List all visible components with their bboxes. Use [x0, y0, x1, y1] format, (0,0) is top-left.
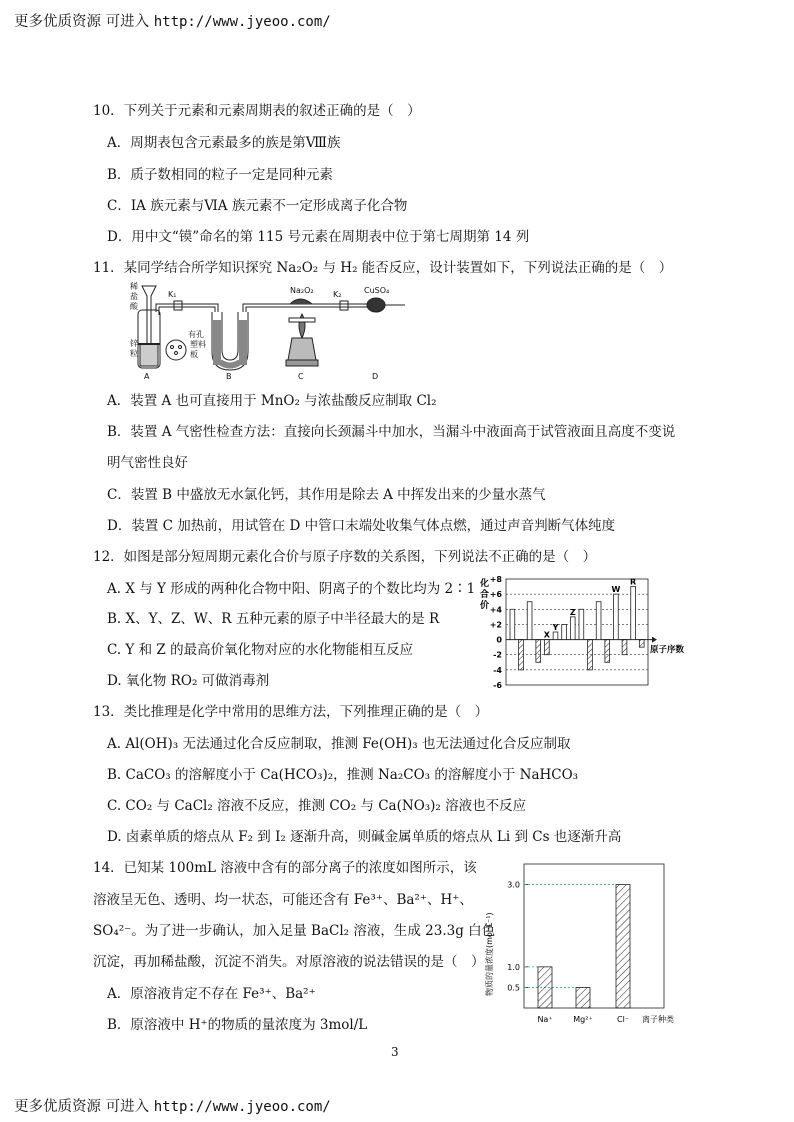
x-axis-arrow	[652, 637, 657, 643]
y-tick-label: +8	[489, 576, 502, 584]
label-na2o2: Na₂O₂	[290, 286, 314, 295]
label-acid-3: 酸	[130, 302, 138, 311]
concentration-bar	[616, 885, 630, 1008]
label-zinc-1: 锌	[130, 339, 138, 348]
x-axis-label: 原子序数	[650, 645, 685, 655]
valence-bar	[553, 632, 558, 640]
y-tick-label: -6	[493, 681, 502, 690]
y-tick-label: +4	[489, 605, 502, 615]
y-tick-label: 0.5	[507, 983, 520, 993]
y-tick-label: -4	[493, 665, 502, 675]
valence-bar	[596, 602, 601, 640]
concentration-bar	[576, 987, 590, 1008]
valence-bar	[639, 640, 644, 648]
label-cuso4: CuSO₄	[364, 286, 390, 295]
y-tick-label: -2	[493, 650, 502, 660]
valence-bar	[588, 640, 593, 670]
valence-chart	[478, 576, 693, 692]
label-d: D	[372, 372, 379, 381]
y-tick-label: 0	[496, 635, 502, 645]
y-label-2: 合	[480, 590, 490, 600]
page-footer	[14, 1095, 331, 1116]
q14-line1: 14．已知某 100mL 溶液中含有的部分离子的浓度如图所示，该	[93, 860, 477, 876]
valence-bar	[545, 640, 550, 655]
category-label: Mg²⁺	[573, 1015, 593, 1024]
category-label: Cl⁻	[616, 1015, 630, 1024]
q10-stem: 10．下列关于元素和元素周期表的叙述正确的是（ ）	[93, 103, 421, 119]
q12-option-c: C. Y 和 Z 的最高价氧化物对应的水化物能相互反应	[107, 642, 414, 658]
q14-line3: SO₄²⁻。为了进一步确认，加入足量 BaCl₂ 溶液，生成 23.3g 白色	[93, 923, 496, 939]
q14-option-b: B．原溶液中 H⁺的物质的量浓度为 3mol/L	[107, 1017, 368, 1033]
valence-bar	[536, 640, 541, 663]
q13-option-d: D. 卤素单质的熔点从 F₂ 到 I₂ 逐渐升高，则碱金属单质的熔点从 Li 到 Cs 也逐渐升高	[107, 829, 622, 845]
label-k1: K₁	[168, 290, 177, 299]
label-acid-2: 盐	[130, 292, 138, 301]
page-header	[14, 10, 331, 31]
valence-bar	[605, 640, 610, 663]
q14-line4: 沉淀，再加稀盐酸，沉淀不消失。对原溶液的说法错误的是（ ）	[93, 954, 485, 970]
label-plate-2: 塑料	[190, 340, 206, 349]
q11-option-b-line1: B．装置 A 气密性检查方法：直接向长颈漏斗中加水，当漏斗中液面高于试管液面且高度不变说	[107, 424, 676, 440]
element-label-y: Y	[552, 623, 559, 632]
y-tick-label: 1.0	[507, 962, 520, 972]
q12-option-d: D. 氧化物 RO₂ 可做消毒剂	[107, 673, 270, 689]
y-tick-label: 3.0	[507, 880, 520, 890]
q11-option-a: A．装置 A 也可直接用于 MnO₂ 与浓盐酸反应制取 Cl₂	[107, 393, 437, 409]
q12-option-a: A. X 与 Y 形成的两种化合物中阳、阴离子的个数比均为 2∶1	[107, 581, 476, 597]
ion-concentration-chart	[478, 856, 698, 1026]
x-axis-label-2: 离子种类	[642, 1015, 674, 1024]
label-plate-1: 有孔	[188, 330, 204, 339]
element-label-r: R	[630, 577, 637, 587]
q11-option-b-line2: 明气密性良好	[107, 455, 188, 471]
q10-option-c: C．ⅠA 族元素与ⅥA 族元素不一定形成离子化合物	[107, 198, 408, 214]
q10-option-b: B．质子数相同的粒子一定是同种元素	[107, 167, 333, 183]
valence-bar	[519, 640, 524, 670]
q14-line2: 溶液呈无色、透明、均一状态，可能还含有 Fe³⁺、Ba²⁺、H⁺、	[93, 892, 473, 908]
label-a: A	[144, 372, 150, 381]
q12-option-b: B. X、Y、Z、W、R 五种元素的原子中半径最大的是 R	[107, 611, 440, 627]
q13-option-c: C. CO₂ 与 CaCl₂ 溶液不反应，推测 CO₂ 与 Ca(NO₃)₂ 溶液也不反应	[107, 798, 527, 814]
element-label-z: Z	[569, 607, 576, 617]
label-c: C	[298, 372, 304, 381]
concentration-bar	[538, 967, 552, 1008]
valence-bar	[562, 624, 567, 639]
q11-stem: 11．某同学结合所学知识探究 Na₂O₂ 与 H₂ 能否反应，设计装置如下，下列说法正确的是（ ）	[93, 260, 673, 276]
valence-bar	[570, 617, 575, 640]
label-b: B	[226, 372, 232, 381]
header-link[interactable]: http://www.jyeoo.com/	[153, 14, 331, 30]
category-label: Na⁺	[537, 1015, 553, 1024]
y-label-3: 价	[480, 601, 490, 611]
valence-bar	[614, 594, 619, 639]
q11-option-c: C．装置 B 中盛放无水氯化钙，其作用是除去 A 中挥发出来的少量水蒸气	[107, 487, 546, 503]
element-label-w: W	[611, 585, 621, 595]
q13-option-b: B. CaCO₃ 的溶解度小于 Ca(HCO₃)₂，推测 Na₂CO₃ 的溶解度小于 NaHCO₃	[107, 767, 579, 783]
y-axis-label: 物质的量浓度(mol·L⁻¹)	[485, 912, 494, 996]
y-label-1: 化	[480, 579, 490, 589]
y-tick-label: +6	[489, 590, 502, 600]
page-number: 3	[391, 1045, 399, 1059]
q10-option-d: D．用中文“镆”命名的第 115 号元素在周期表中位于第七周期第 14 列	[107, 229, 530, 245]
label-k2: K₂	[333, 290, 342, 299]
valence-bar	[510, 609, 515, 639]
label-acid-1: 稀	[130, 282, 138, 291]
q11-option-d: D．装置 C 加热前，用试管在 D 中管口末端处收集气体点燃，通过声音判断气体纯度	[107, 518, 616, 534]
label-zinc-2: 粒	[130, 349, 138, 358]
q11-apparatus-diagram	[130, 280, 410, 385]
label-plate-3: 板	[190, 350, 198, 359]
valence-bar	[579, 609, 584, 639]
q13-option-a: A. Al(OH)₃ 无法通过化合反应制取，推测 Fe(OH)₃ 也无法通过化合反应制取	[107, 736, 571, 752]
valence-bar	[631, 587, 636, 640]
footer-text: 更多优质资源 可进入	[14, 1099, 154, 1115]
q10-option-a: A．周期表包含元素最多的族是第Ⅷ族	[107, 135, 341, 151]
element-label-x: X	[543, 630, 550, 640]
valence-bar	[527, 602, 532, 640]
q14-option-a: A．原溶液肯定不存在 Fe³⁺、Ba²⁺	[107, 986, 316, 1002]
y-tick-label: +2	[489, 620, 502, 630]
header-text: 更多优质资源 可进入	[14, 14, 154, 30]
valence-bar	[622, 640, 627, 655]
q13-stem: 13．类比推理是化学中常用的思维方法，下列推理正确的是（ ）	[93, 704, 489, 720]
footer-link[interactable]: http://www.jyeoo.com/	[153, 1099, 331, 1115]
q12-stem: 12．如图是部分短周期元素化合价与原子序数的关系图，下列说法不正确的是（ ）	[93, 549, 597, 565]
